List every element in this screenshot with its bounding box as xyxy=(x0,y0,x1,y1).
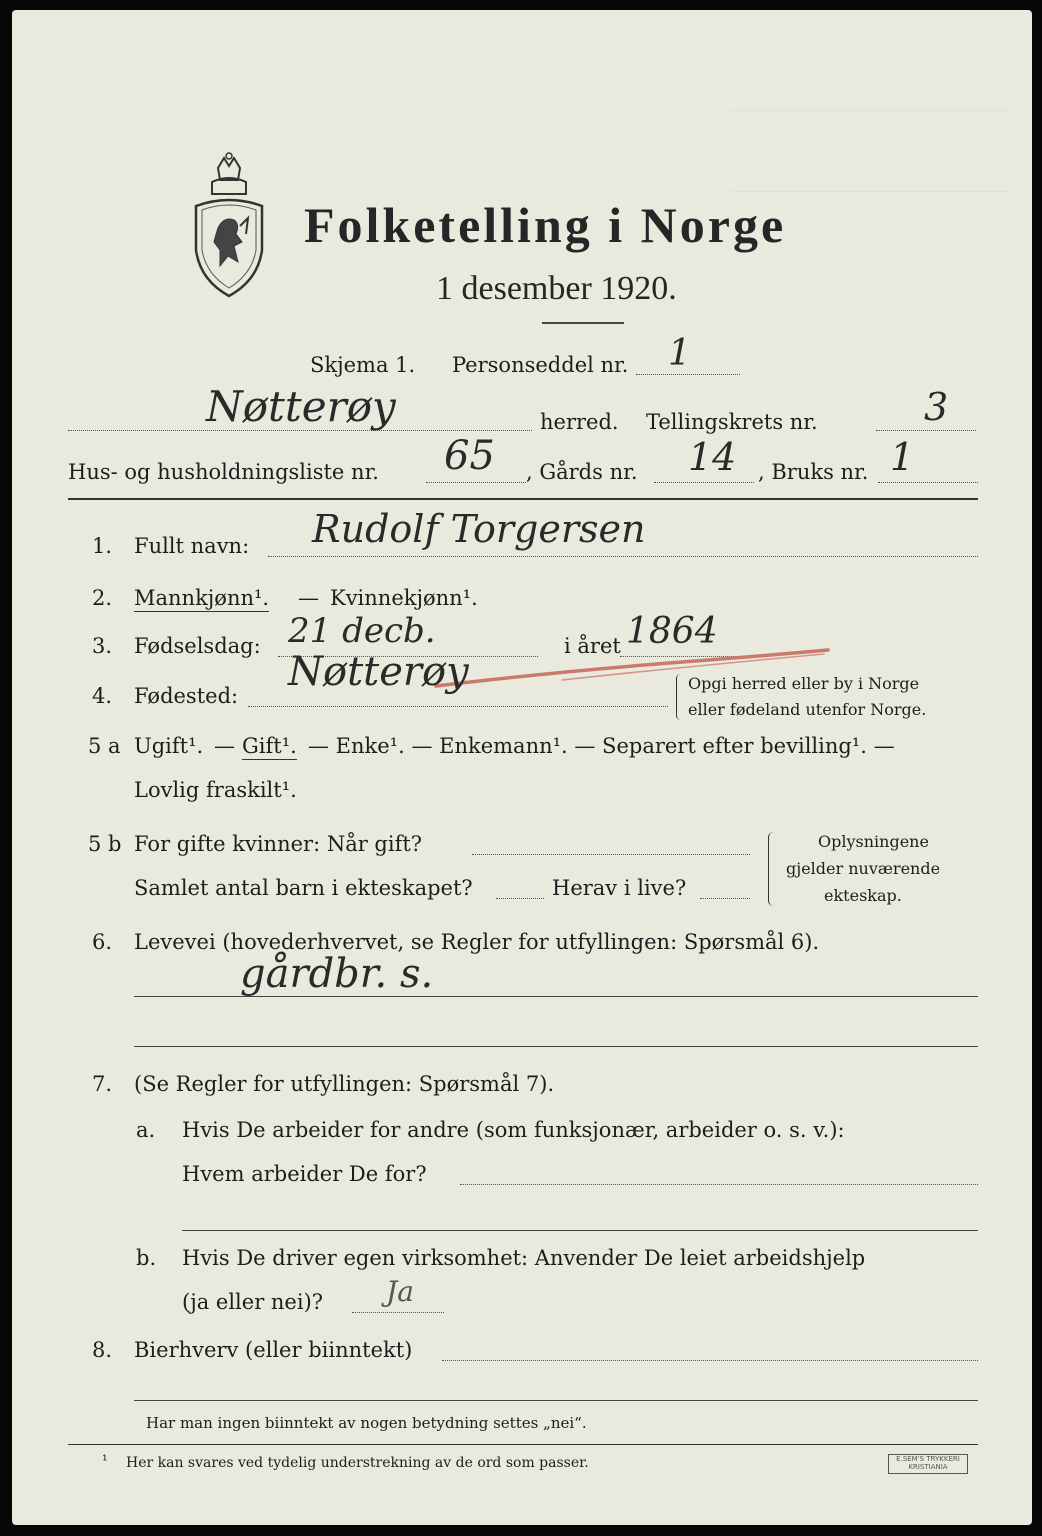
hus-label: Hus- og husholdningsliste nr. xyxy=(68,460,379,484)
q4-label: Fødested: xyxy=(134,684,239,708)
married-when-field[interactable] xyxy=(472,854,750,855)
q5b-alive-label: Herav i live? xyxy=(552,876,687,900)
show-through-text xyxy=(732,110,1012,192)
form-date: 1 desember 1920. xyxy=(436,270,677,307)
children-alive-field[interactable] xyxy=(700,898,750,899)
q5a-ugift-option[interactable]: Ugift¹. xyxy=(134,734,204,758)
gards-field[interactable] xyxy=(654,482,754,483)
q5b-brace xyxy=(768,832,779,906)
employer-line-2[interactable] xyxy=(182,1230,978,1231)
q7b-line1: Hvis De driver egen virksomhet: Anvender De leiet arbeidshjelp xyxy=(182,1246,866,1270)
footnote-rule xyxy=(68,1444,978,1445)
printer-stamp-line1: E.SEM'S TRYKKERI xyxy=(896,1455,960,1463)
hus-field[interactable] xyxy=(426,482,526,483)
tellingskrets-label: Tellingskrets nr. xyxy=(646,410,818,434)
children-total-field[interactable] xyxy=(496,898,544,899)
q5b-married-when-label: For gifte kvinner: Når gift? xyxy=(134,832,423,856)
personseddel-field[interactable] xyxy=(636,374,740,375)
q7b-letter: b. xyxy=(136,1246,157,1270)
q5b-number: 5 b xyxy=(88,832,122,856)
q7-number: 7. xyxy=(92,1072,113,1096)
side-income-line-2[interactable] xyxy=(134,1400,978,1401)
q1-label: Fullt navn: xyxy=(134,534,250,558)
q2-female-option[interactable]: Kvinnekjønn¹. xyxy=(330,586,478,610)
birthdate-value: 21 decb. xyxy=(288,611,436,651)
occupation-line-2[interactable] xyxy=(134,1046,978,1047)
title-divider xyxy=(542,322,624,324)
q5a-number: 5 a xyxy=(88,734,121,758)
personseddel-value: 1 xyxy=(668,333,691,374)
q5a-gift-option[interactable]: Gift¹. xyxy=(242,734,297,758)
q4-number: 4. xyxy=(92,684,113,708)
q6-number: 6. xyxy=(92,930,113,954)
employer-field[interactable] xyxy=(460,1184,978,1185)
q7a-employer-label: Hvem arbeider De for? xyxy=(182,1162,427,1186)
hus-value: 65 xyxy=(444,433,495,479)
hired-help-value: Ja xyxy=(386,1275,414,1308)
q5b-note-line1: Oplysningene xyxy=(818,832,929,851)
birthyear-value: 1864 xyxy=(626,611,718,652)
q4-note-line2: eller fødeland utenfor Norge. xyxy=(688,700,927,719)
full-name-value: Rudolf Torgersen xyxy=(312,507,646,551)
q3-number: 3. xyxy=(92,634,113,658)
q7b-hired-help-label: (ja eller nei)? xyxy=(182,1290,324,1314)
q4-note-line1: Opgi herred eller by i Norge xyxy=(688,674,920,693)
q8-note: Har man ingen biinntekt av nogen betydning settes „nei“. xyxy=(146,1414,587,1432)
q7a-letter: a. xyxy=(136,1118,156,1142)
footnote-marker: ¹ xyxy=(102,1453,108,1469)
q6-label: Levevei (hovederhvervet, se Regler for utfyllingen: Spørsmål 6). xyxy=(134,930,820,954)
census-form-page xyxy=(12,10,1032,1525)
q3-year-label: i året xyxy=(564,634,621,658)
q4-brace xyxy=(676,674,685,720)
occupation-line-1[interactable] xyxy=(134,996,978,997)
hired-help-field[interactable] xyxy=(352,1312,444,1313)
footnote-text: Her kan svares ved tydelig understrekning av de ord som passer. xyxy=(126,1455,589,1471)
tellingskrets-value: 3 xyxy=(924,385,949,429)
coat-of-arms-icon xyxy=(188,150,270,300)
q1-number: 1. xyxy=(92,534,113,558)
printer-stamp xyxy=(888,1454,968,1474)
skjema-label: Skjema 1. xyxy=(310,353,416,377)
q5a-other-options[interactable]: — Enke¹. — Enkemann¹. — Separert efter bevilling¹. — xyxy=(308,734,895,758)
gards-label: , Gårds nr. xyxy=(526,460,638,484)
gards-value: 14 xyxy=(688,435,737,479)
q2-separator: — xyxy=(298,586,319,610)
q5b-note-line2: gjelder nuværende xyxy=(786,859,941,878)
form-title: Folketelling i Norge xyxy=(304,197,787,253)
header-rule xyxy=(68,498,978,500)
tellingskrets-field[interactable] xyxy=(876,430,976,431)
bruks-label: , Bruks nr. xyxy=(758,460,869,484)
herred-label: herred. xyxy=(540,410,619,434)
printer-stamp-line2: KRISTIANIA xyxy=(908,1463,948,1471)
q5b-children-label: Samlet antal barn i ekteskapet? xyxy=(134,876,473,900)
q7-label: (Se Regler for utfyllingen: Spørsmål 7). xyxy=(134,1072,555,1096)
q3-label: Fødselsdag: xyxy=(134,634,261,658)
q2-number: 2. xyxy=(92,586,113,610)
q8-number: 8. xyxy=(92,1338,113,1362)
personseddel-label: Personseddel nr. xyxy=(452,353,629,377)
side-income-field[interactable] xyxy=(442,1360,978,1361)
q5a-fraskilt-option[interactable]: Lovlig fraskilt¹. xyxy=(134,778,297,802)
bruks-field[interactable] xyxy=(878,482,978,483)
q2-male-option[interactable]: Mannkjønn¹. xyxy=(134,586,270,610)
bruks-value: 1 xyxy=(890,435,915,479)
occupation-value: gårdbr. s. xyxy=(240,951,434,997)
q5a-dash: — xyxy=(214,734,235,758)
full-name-field[interactable] xyxy=(268,556,978,557)
q5b-note-line3: ekteskap. xyxy=(824,886,902,905)
q8-label: Bierhverv (eller biinntekt) xyxy=(134,1338,413,1362)
birthplace-value: Nøtterøy xyxy=(288,649,469,695)
birthplace-field[interactable] xyxy=(248,706,668,707)
herred-value: Nøtterøy xyxy=(206,382,396,431)
q7a-line1: Hvis De arbeider for andre (som funksjonær, arbeider o. s. v.): xyxy=(182,1118,845,1142)
